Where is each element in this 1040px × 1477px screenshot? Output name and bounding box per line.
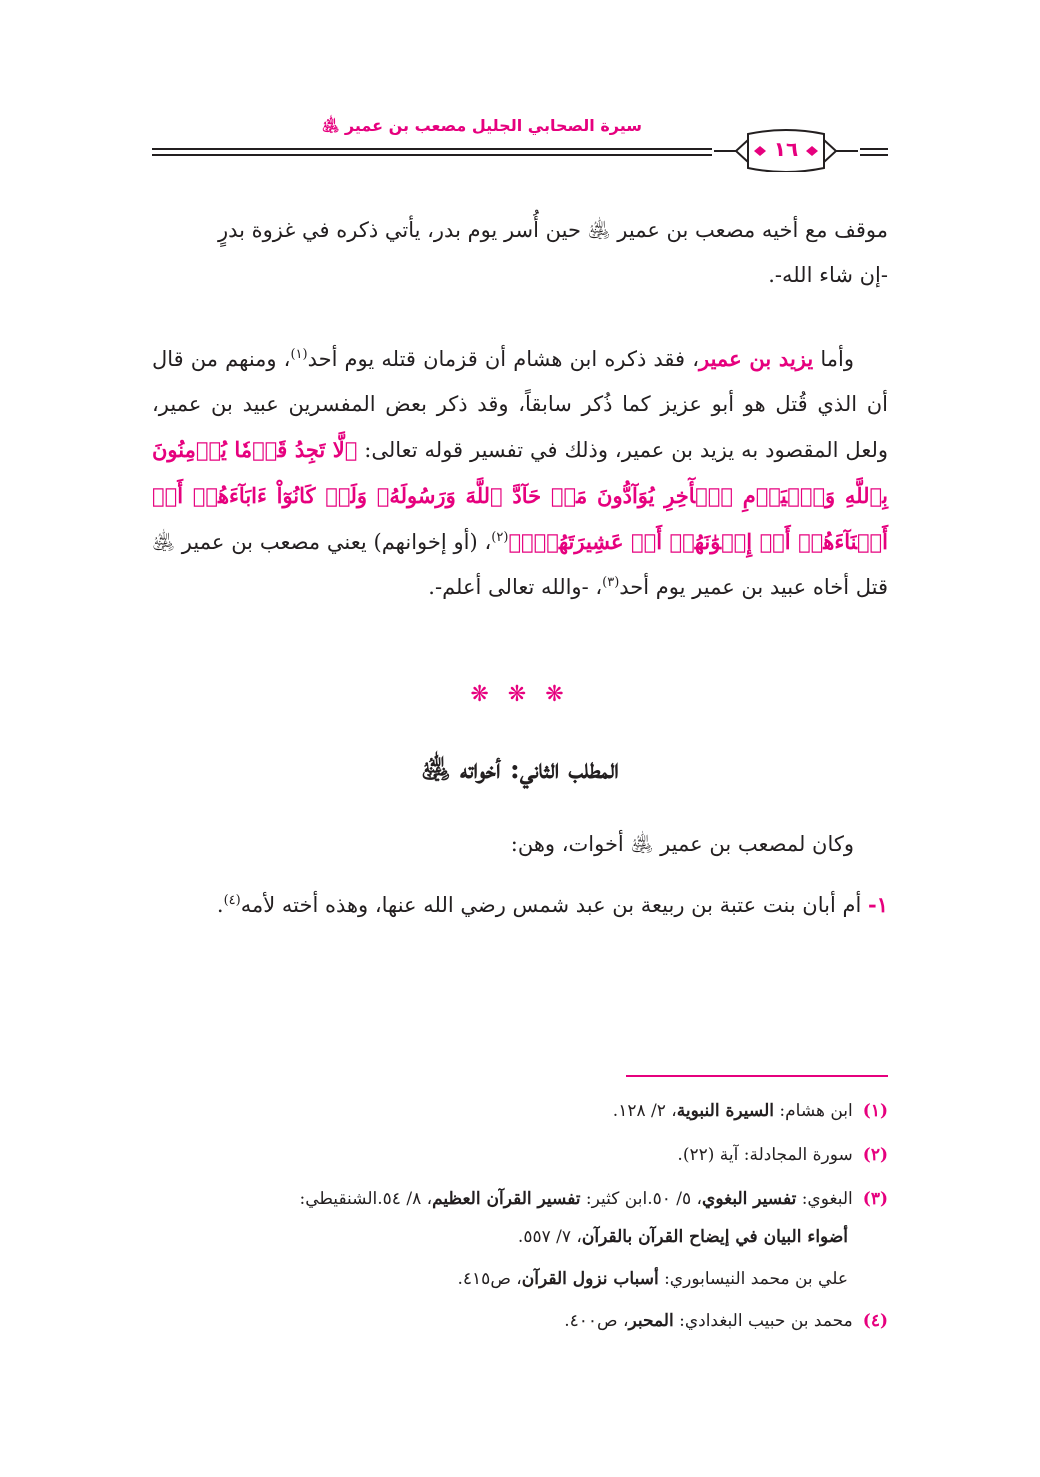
footnote-3: [152, 1184, 888, 1214]
footnote-text: علي بن محمد النيسابوري:: [658, 1269, 848, 1289]
footnote-marker[interactable]: (٢): [491, 530, 509, 545]
footnote-source-title: تفسير القرآن العظيم: [432, 1189, 581, 1209]
footnote-2: [152, 1140, 888, 1170]
footnote-4: [152, 1306, 888, 1336]
footnote-source-title: المحبر: [628, 1311, 674, 1331]
footnote-3-extra: [152, 1264, 888, 1294]
paragraph-text: ، فقد ذكره ابن هشام أن قزمان قتله يوم أحد: [307, 347, 699, 371]
list-item-end: .: [216, 893, 224, 917]
footnote-number: (٣): [862, 1189, 888, 1209]
footnote-number: (٢): [862, 1145, 888, 1165]
footnote-separator: [626, 1075, 888, 1077]
paragraph-lead: وأما: [820, 347, 854, 371]
footnote-text: ، ٧/ ٥٥٧.: [517, 1227, 582, 1247]
paragraph-line: موقف مع أخيه مصعب بن عمير ﵁ حين أُسر يوم بدر، يأتي ذكره في غزوة بدرٍ: [217, 218, 888, 242]
paragraph-line: -إن شاء الله-.: [768, 263, 888, 287]
footnote-text: سورة المجادلة: آية (٢٢).: [677, 1145, 853, 1165]
running-header-title: سيرة الصحابي الجليل مصعب بن عمير ﵁: [321, 116, 642, 135]
footnote-1: [152, 1096, 888, 1126]
footnote-number: (٤): [862, 1311, 888, 1331]
header-rule-left-top: [860, 148, 888, 150]
paragraph-text: ، ومنهم من قال أن الذي قُتل هو أبو عزيز كما ذُكر سابقاً، وقد ذكر بعض المفسرين عبيد بن عمير، ولعل المقصود به يزيد بن عمير، وذلك في تفسير قوله تعالى:: [152, 347, 888, 462]
paragraph-text: ، -والله تعالى أعلم-.: [428, 575, 603, 599]
footnote-text: ، ص٤٠٠.: [564, 1311, 629, 1331]
footnote-text: ، ٨/ ٥٤.الشنقيطي:: [299, 1189, 433, 1209]
paragraph-yazid: [152, 336, 888, 610]
header-rule-bottom: [152, 154, 712, 156]
highlighted-name: يزيد بن عمير: [699, 346, 814, 371]
section-separator: ❋ ❋ ❋: [470, 682, 570, 707]
header-rule-top: [152, 148, 712, 150]
footnote-marker[interactable]: (١): [290, 347, 308, 362]
footnote-text: البغوي:: [796, 1189, 853, 1209]
page-number: ١٦: [773, 137, 799, 161]
list-item-number: ١-: [868, 892, 888, 917]
footnote-3-continued: [152, 1222, 888, 1252]
footnote-text: محمد بن حبيب البغدادي:: [673, 1311, 853, 1331]
footnote-text: ابن هشام:: [773, 1101, 853, 1121]
sister-list-item: [152, 882, 888, 928]
footnote-text: ، ٢/ ١٢٨.: [612, 1101, 677, 1121]
paragraph-text: ، (أو إخوانهم) يعني مصعب بن عمير ﵁ قتل أخاه عبيد بن عمير يوم أحد: [152, 530, 888, 599]
footnote-source-title: تفسير البغوي: [702, 1189, 797, 1209]
footnote-source-title: أسباب نزول القرآن: [521, 1269, 659, 1289]
section-intro-text: وكان لمصعب بن عمير ﵁ أخوات، وهن:: [510, 832, 854, 856]
footnote-number: (١): [862, 1101, 888, 1121]
header-rule-left-bottom: [860, 154, 888, 156]
footnote-text: ، ٥/ ٥٠.ابن كثير:: [580, 1189, 703, 1209]
quran-verse: ﴿لَّا تَجِدُ قَوۡمٗا يُؤۡمِنُونَ بِٱللَّهِ وَٱلۡيَوۡمِ ٱلۡأٓخِرِ يُوَآدُّونَ مَنۡ حَآدَّ ٱللَّهَ وَرَسُولَهُۥ وَلَوۡ كَانُوٓاْ ءَابَآءَهُمۡ أَوۡ أَبۡنَآءَهُمۡ أَوۡ إِخۡوَٰنَهُمۡ أَوۡ عَشِيرَتَهُمۡۚ﴾: [152, 437, 888, 554]
section-heading: المطلب الثاني: أخواته ﵁: [421, 754, 619, 785]
paragraph-continuation: [152, 208, 888, 298]
footnote-text: ، ص٤١٥.: [457, 1269, 522, 1289]
footnote-source-title: السيرة النبوية: [676, 1101, 774, 1121]
footnote-marker[interactable]: (٤): [223, 893, 241, 908]
section-intro: [152, 822, 888, 867]
list-item-text: أم أبان بنت عتبة بن ربيعة بن عبد شمس رضي الله عنها، وهذه أخته لأمه: [240, 893, 862, 917]
footnote-source-title: أضواء البيان في إيضاح القرآن بالقرآن: [581, 1227, 848, 1247]
footnote-marker[interactable]: (٣): [602, 575, 620, 590]
